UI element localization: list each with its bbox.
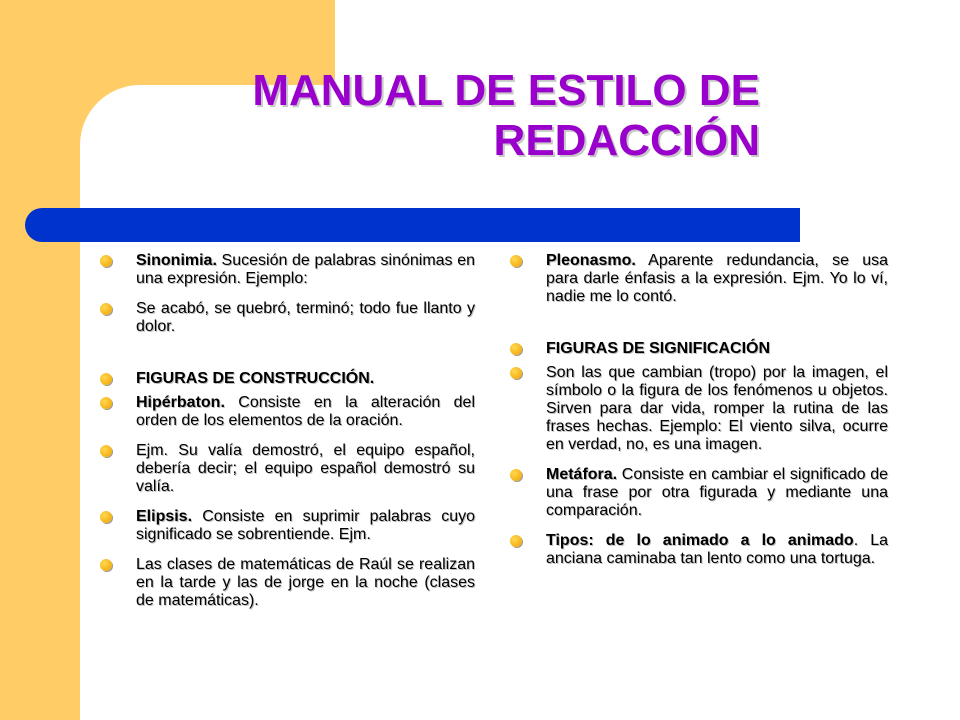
title-divider-bar [25,208,800,242]
item-text: Sucesión de palabras sinónimas en una expresión. Ejemplo: [136,252,475,287]
bullet-icon [100,397,112,409]
item-term: Pleonasmo. [546,252,636,269]
list-item [100,556,475,610]
bullet-icon [100,255,112,267]
title-line-2: REDACCIÓN [493,116,760,165]
list-item [100,394,475,430]
bullet-icon [510,255,522,267]
item-text: Las clases de matemáticas de Raúl se realizan en la tarde y las de jorge en la noche (clases de matemáticas). [136,556,475,609]
item-term: Sinonimia. [136,252,217,269]
list-item [100,442,475,496]
item-term: Elipsis. [136,508,193,525]
left-accent-band [0,0,80,720]
list-item [510,532,888,568]
bullet-icon [510,343,522,355]
bullet-icon [100,303,112,315]
left-column [100,252,475,610]
right-bullet-list [510,252,888,568]
slide-title [180,66,760,166]
item-text: . La anciana caminaba tan lento como una tortuga. [546,532,888,567]
item-term: Tipos: de lo animado a lo animado [546,532,854,549]
list-item [510,466,888,520]
right-column [510,252,888,568]
title-line-1: MANUAL DE ESTILO DE [252,66,760,115]
bullet-icon [100,559,112,571]
list-item [510,252,888,306]
item-text: Consiste en suprimir palabras cuyo significado se sobrentiende. Ejm. [136,508,475,543]
bullet-icon [100,445,112,457]
left-bullet-list [100,252,475,610]
list-item [100,370,475,388]
item-term: Metáfora. [546,466,618,483]
item-text: Consiste en la alteración del orden de los elementos de la oración. [136,394,475,429]
item-term: FIGURAS DE CONSTRUCCIÓN. [136,370,375,387]
item-text: Consiste en cambiar el significado de una frase por otra figurada y mediante una comparación. [546,466,888,519]
item-text: Se acabó, se quebró, terminó; todo fue llanto y dolor. [136,300,475,335]
list-item [100,508,475,544]
item-text: Aparente redundancia, se usa para darle énfasis a la expresión. Ejm. Yo lo ví, nadie me lo contó. [546,252,888,305]
item-text: Ejm. Su valía demostró, el equipo español, debería decir; el equipo español demostró su valía. [136,442,475,495]
list-item [100,300,475,336]
list-item [510,340,888,358]
list-item [100,252,475,288]
bullet-icon [100,373,112,385]
bullet-icon [510,535,522,547]
item-term: FIGURAS DE SIGNIFICACIÓN [546,340,771,357]
bullet-icon [100,511,112,523]
bullet-icon [510,367,522,379]
item-term: Hipérbaton. [136,394,225,411]
item-text: Son las que cambian (tropo) por la imagen, el símbolo o la figura de los fenómenos u objetos. Sirven para dar vida, romper la rutina de las frases hechas. Ejemplo: El viento silva, ocurre en verdad, no, es una imagen. [546,364,888,453]
list-item [510,364,888,454]
bullet-icon [510,469,522,481]
